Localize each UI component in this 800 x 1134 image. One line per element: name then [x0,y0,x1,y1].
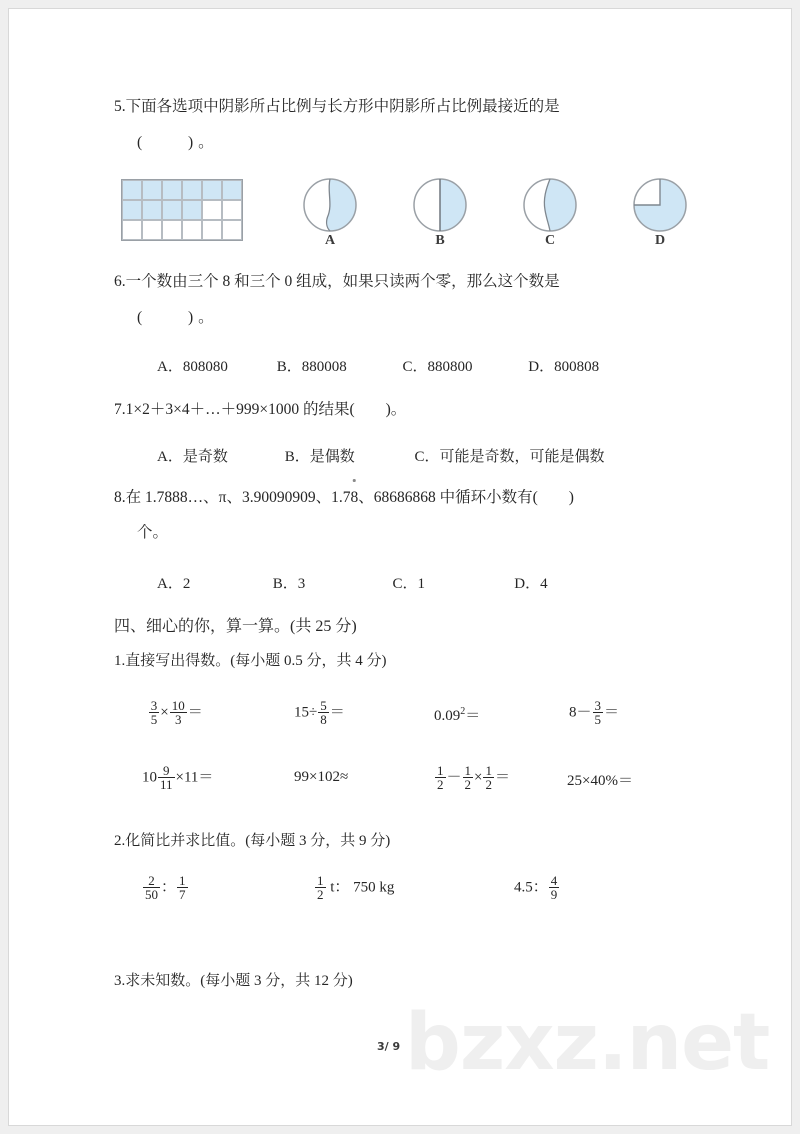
grid-cell [142,200,162,220]
question-8-number: 8. [114,489,126,506]
part-2-heading: 2.化简比并求比值。(每小题 3 分，共 9 分) [114,833,391,849]
recurring-decimal-mark [350,486,358,509]
figure-circle-a [302,177,358,238]
fraction-3-over-5: $\frac{3}{5}$ [150,697,158,728]
part-3-heading: 3.求未知数。(每小题 3 分，共 12 分) [114,973,353,989]
page-number: 3/ 9 [377,1040,401,1053]
ratio-right-value: 750 kg [353,879,395,896]
exponent-2: 2 [460,706,466,717]
question-5-body: 下面各选项中阴影所占比例与长方形中阴影所占比例最接近的是 [125,98,560,115]
question-8-body-before: 在 1.7888…、π、3.90090909、1.7 [125,489,351,506]
expression-5: 10 $\frac{9}{11}$ ×11＝ [142,762,214,793]
figure-circle-a-label: A [324,233,336,248]
grid-cell [122,180,142,200]
ratio-3 [514,874,560,902]
watermark: bzxz.net [405,998,770,1088]
ratio-unit: t： [326,879,350,896]
recurring-digit: 8 [350,489,359,506]
ratio-1 [142,874,189,902]
fraction-5-over-8: $\frac{5}{8}$ [320,697,327,728]
grid-cell [182,180,202,200]
question-6-blank[interactable]: ( )。 [137,309,219,326]
question-7-number: 7. [114,401,126,418]
fraction-3-over-5: $\frac{3}{5}$ [594,697,602,728]
section-four-heading: 四、细心的你，算一算。(共 25 分) [114,618,357,635]
fraction-10-over-3: $\frac{10}{3}$ [171,697,185,728]
figure-circle-d-label: D [654,233,666,248]
expression-7: $\frac{1}{2}$ － $\frac{1}{2}$ × $\frac{1}{2}$ ＝ [437,762,510,793]
grid-cell [162,220,182,240]
page-sheet [9,9,792,1126]
figure-circle-d [632,177,688,238]
fraction-2-over-50: $\frac{2}{50}$ [145,872,158,903]
grid-cell [162,200,182,220]
option-c[interactable]: C．1 [392,576,426,592]
option-b[interactable]: B．880008 [276,359,347,375]
option-a[interactable]: A．808080 [157,359,228,375]
figure-circle-b-label: B [435,233,445,248]
fraction-1-over-7: $\frac{1}{7}$ [179,872,186,903]
ratio-left-value: 4.5： [514,879,548,896]
question-5-text [114,95,560,118]
grid-cell [202,220,222,240]
expression-1: $\frac{3}{5}$ × $\frac{10}{3}$ ＝ [150,697,203,728]
option-c[interactable]: C．880800 [402,359,473,375]
fraction-1-over-2: $\frac{1}{2}$ [437,762,444,793]
question-7-body: 1×2＋3×4＋…＋999×1000 的结果( )。 [125,401,407,418]
option-c[interactable]: C．可能是奇数，可能是偶数 [414,449,605,465]
option-d[interactable]: D．4 [514,576,548,592]
question-6-number: 6. [114,273,126,290]
fraction-9-over-11: $\frac{9}{11}$ [160,762,173,793]
option-a[interactable]: A．2 [157,576,191,592]
question-7-text [114,398,406,421]
option-b[interactable]: B．是偶数 [284,449,355,465]
expression-3: $0.09^2=$ [434,706,481,724]
figure-circle-b [412,177,468,238]
question-5-number: 5. [114,98,126,115]
question-8-tail: 个。 [137,524,169,541]
figure-circle-c-label: C [544,233,556,248]
grid-cell [222,180,242,200]
grid-cell [162,180,182,200]
fraction-1-over-2: $\frac{1}{2}$ [317,872,324,903]
grid-cell [142,220,162,240]
question-8-text [114,486,574,509]
fraction-1-over-2: $\frac{1}{2}$ [464,762,472,793]
grid-cell [142,180,162,200]
question-6-body: 一个数由三个 8 和三个 0 组成，如果只读两个零，那么这个数是 [125,273,560,290]
grid-cell [122,200,142,220]
grid-cell [122,220,142,240]
expression-8: 25×40%＝ [567,773,633,789]
grid-cell [222,220,242,240]
expression-2: 15÷ $\frac{5}{8}$ ＝ [294,697,345,728]
grid-cell [222,200,242,220]
fraction-4-over-9: $\frac{4}{9}$ [550,872,558,903]
question-6-options [157,355,599,376]
expression-4: 8－ $\frac{3}{5}$ ＝ [569,697,620,728]
grid-cell [202,180,222,200]
question-5-blank[interactable]: ( )。 [137,134,219,151]
question-8-options [157,572,548,593]
question-6-text [114,270,560,293]
grid-cell [182,200,202,220]
part-1-heading: 1.直接写出得数。(每小题 0.5 分，共 4 分) [114,653,387,669]
exam-page [8,8,792,1126]
option-a[interactable]: A．是奇数 [157,449,228,465]
grid-cell [182,220,202,240]
ratio-2 [314,874,394,902]
option-b[interactable]: B．3 [272,576,306,592]
figure-circle-c [522,177,578,238]
grid-cell [202,200,222,220]
expression-6: 99×102≈ [294,769,349,785]
fraction-1-over-2: $\frac{1}{2}$ [485,762,492,793]
option-d[interactable]: D．800808 [528,359,600,375]
question-7-options [157,445,605,466]
figure-rectangle-grid [121,179,243,241]
question-8-body-after: 、68686868 中循环小数有( ) [358,489,574,506]
ratio-separator: ： [161,879,177,896]
